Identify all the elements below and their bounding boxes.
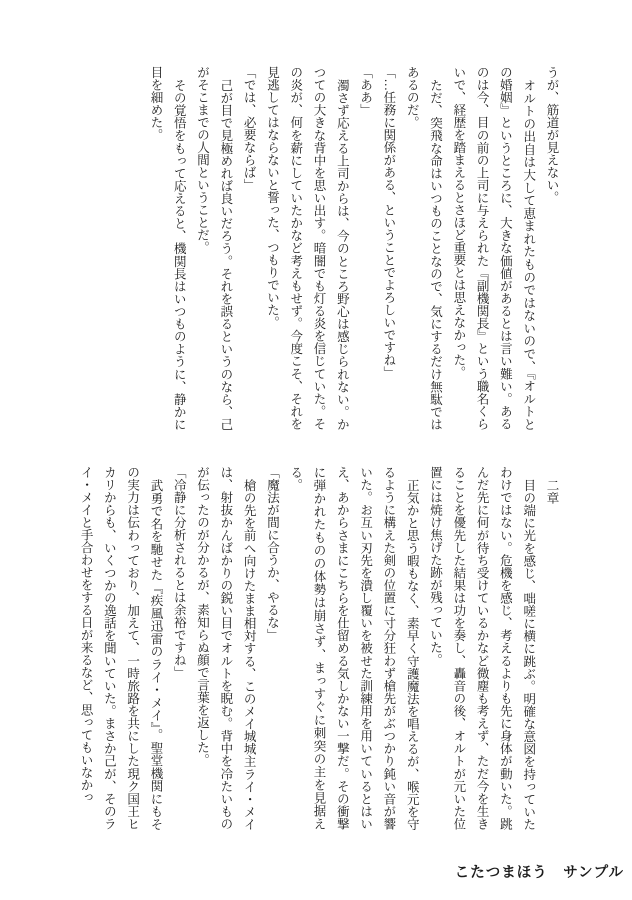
dialogue-line: 「魔法が間に合うか、やるな」 — [265, 466, 280, 641]
paragraph: 正気かと思う暇もなく、素早く守護魔法を唱えるが、喉元を守るように構えた剣の位置に寸分狂わず槍先がぶつかり鈍い音が響いた。お互い刃先を潰し覆いを被せた訓練用を用いているとはいえ、あからさまにこちらを仕留める気しかない一撃だ。その衝撃に弾かれたものの体勢は崩さず、まっすぐに刺突の主を見据える。 — [288, 466, 420, 830]
dialogue-line: 「冷静に分析されるとは余裕ですね」 — [172, 466, 187, 679]
dialogue-line: 「では、必要ならば」 — [242, 66, 257, 191]
footer-credit: こたつまほう サンプル — [454, 865, 624, 881]
page-1-text-block — [144, 66, 563, 430]
paragraph: 槍の先を前へ向けたまま相対する、このメイ城城主ライ・メイは、射抜かんばかりの鋭い目でオルトを睨む。背中を冷たいものが伝ったのが分かるが、素知らぬ顔で言葉を返した。 — [195, 466, 257, 830]
paragraph: オルトの出自は大して恵まれたものではないので、『オルトとの婚姻』というところに、大きな価値があるとは言い難い。あるのは今、目の前の上司に与えられた『副機関長』という職名くらいで、経歴を踏まえるとさほど重要とは思えなかった。 — [451, 66, 536, 430]
paragraph: 己が目で見極めれば良いだろう。それを誤るというのなら、己がそこまでの人間ということだ。 — [195, 66, 233, 430]
chapter-heading: 二章 — [545, 478, 559, 504]
paragraph: 武勇で名を馳せた『疾風迅雷のライ・メイ』。聖堂機関にもその実力は伝わっており、加えて、一時旅路を共にした現ク国王ヒカリからも、いくつかの逸話を聞いていた。まさか己が、そのライ・メイと手合わせをする日が来るなど、思ってもいなかっ — [79, 466, 163, 830]
paragraph: その覚悟をもって応えると、機関長はいつものように、静かに目を細めた。 — [148, 66, 187, 430]
paragraph: うが、筋道が見えない。 — [545, 66, 559, 204]
dialogue-line: 「ああ」 — [358, 66, 373, 116]
dialogue-line: 「…任務に関係がある、ということでよろしいですね」 — [381, 66, 396, 379]
paragraph: 濁さず応える上司からは、今のところ野心は感じられない。かつての大きな背中を思い出す。暗闇でも灯る炎を信じていた。その炎が、何を薪にしていたかなど考えもせず。今度こそ、それを見逃してはならないと誓った、つもりでいた。 — [265, 66, 350, 430]
paragraph: 目の端に光を感じ、咄嗟に横に跳ぶ。明確な意図を持っていたわけではない。危機を感じ、考えるよりも先に身体が動いた。跳んだ先に何が待ち受けているかなど微塵も考えず、ただ今を生きることを優先した結果は功を奏し、轟音の後、オルトが元いた位置には焼け焦げた跡が残っていた。 — [428, 466, 536, 830]
page-2-text-block — [74, 466, 563, 830]
paragraph: ただ、突飛な命はいつものことなので、気にするだけ無駄ではあるのだ。 — [405, 66, 443, 430]
